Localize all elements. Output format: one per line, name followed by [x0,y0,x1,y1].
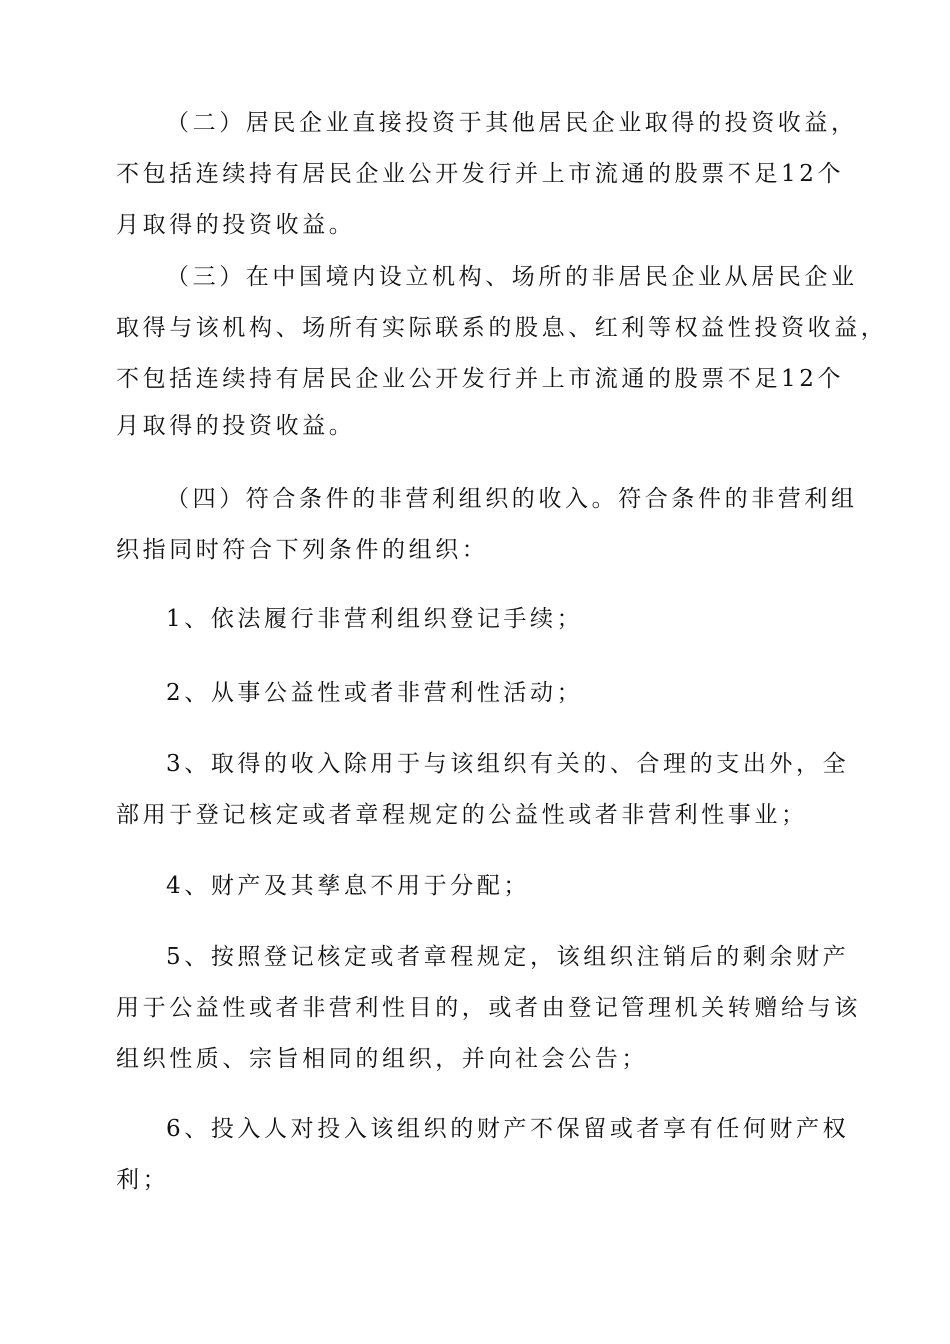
condition-4-line-1: 4、财产及其孳息不用于分配； [166,873,531,899]
condition-3-line-1: 3、取得的收入除用于与该组织有关的、合理的支出外，全 [166,751,850,777]
condition-6-line-1: 6、投入人对投入该组织的财产不保留或者享有任何财产权 [166,1116,850,1142]
condition-3-line-2: 部用于登记核定或者章程规定的公益性或者非营利性事业； [116,802,808,828]
paragraph-2-line-2: 不包括连续持有居民企业公开发行并上市流通的股票不足12个 [116,161,845,187]
paragraph-2-line-3: 月取得的投资收益。 [116,212,356,238]
condition-5-line-2: 用于公益性或者非营利性目的，或者由登记管理机关转赠给与该 [116,995,861,1021]
condition-5-line-3: 组织性质、宗旨相同的组织，并向社会公告； [116,1046,648,1072]
paragraph-3-line-3: 不包括连续持有居民企业公开发行并上市流通的股票不足12个 [116,366,845,392]
paragraph-4-line-2: 织指同时符合下列条件的组织： [116,537,489,563]
condition-2-line-1: 2、从事公益性或者非营利性活动； [166,680,584,706]
paragraph-3-line-4: 月取得的投资收益。 [116,413,356,439]
paragraph-4-line-1: （四）符合条件的非营利组织的收入。符合条件的非营利组 [166,486,858,512]
condition-5-line-1: 5、按照登记核定或者章程规定，该组织注销后的剩余财产 [166,944,850,970]
paragraph-3-line-1: （三）在中国境内设立机构、场所的非居民企业从居民企业 [166,264,858,290]
condition-1-line-1: 1、依法履行非营利组织登记手续； [166,606,584,632]
paragraph-3-line-2: 取得与该机构、场所有实际联系的股息、红利等权益性投资收益， [116,315,888,341]
paragraph-2-line-1: （二）居民企业直接投资于其他居民企业取得的投资收益， [166,110,858,136]
condition-6-line-2: 利； [116,1167,170,1193]
